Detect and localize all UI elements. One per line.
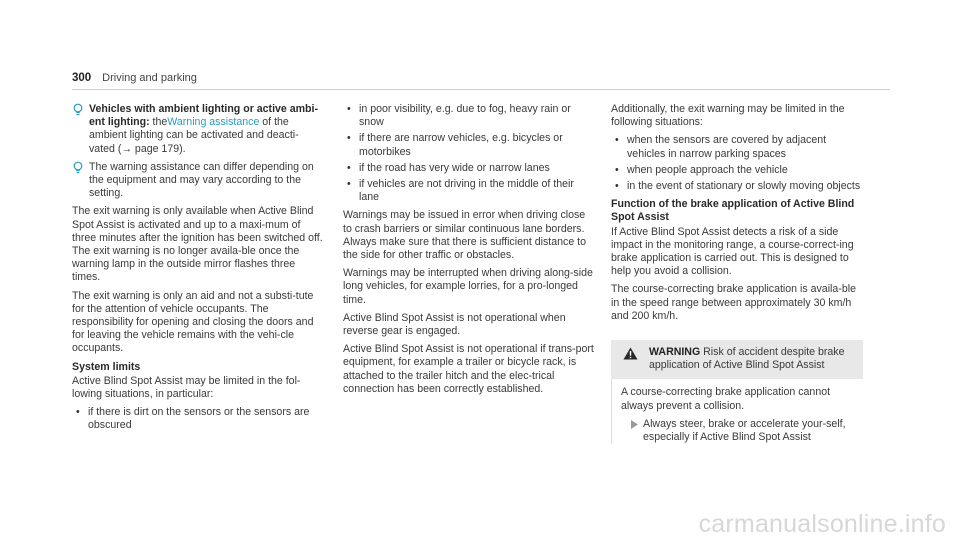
warning-action	[621, 418, 855, 444]
watermark: carmanualsonline.info	[698, 509, 946, 538]
paragraph: Additionally, the exit warning may be limited in the following situations:	[611, 103, 845, 129]
section-heading-system-limits: System limits	[72, 360, 141, 373]
section-heading-brake-application: Function of the brake application of Active Blind Spot Assist	[611, 198, 855, 224]
info-note-warning-assistance	[72, 161, 324, 201]
list-item: • in the event of stationary or slowly moving objects	[611, 180, 863, 193]
page-number: 300	[72, 72, 92, 84]
column-2	[343, 103, 595, 401]
list-item: • if vehicles are not driving in the middle of their lane	[343, 178, 595, 204]
list-item: • if there are narrow vehicles, e.g. bicycles or motorbikes	[343, 132, 595, 158]
warning-label: WARNING	[649, 346, 701, 359]
list-item: • in poor visibility, e.g. due to fog, heavy rain or snow	[343, 103, 595, 129]
paragraph: Active Blind Spot Assist is not operational when reverse gear is engaged.	[343, 311, 566, 338]
paragraph: Active Blind Spot Assist is not operational if trans-port equipment, for example a trailer or bicycle rack, is attached to the trailer hitch and the elec-trical connection has been correctly established.	[343, 343, 594, 395]
bullet-list	[611, 134, 863, 193]
list-item: • if the road has very wide or narrow lanes	[343, 162, 595, 175]
warning-assistance-link[interactable]: Warning assistance	[167, 116, 260, 129]
warning-text: A course-correcting brake application cannot always prevent a collision.	[621, 386, 831, 412]
paragraph: If Active Blind Spot Assist detects a risk of a side impact in the monitoring range, a course-correct-ing brake application is carried out. This is designed to help you avoid a collision.	[611, 225, 854, 278]
note-text: The warning assistance can differ depending on the equipment and may vary according to the setting.	[89, 160, 314, 200]
paragraph: The exit warning is only an aid and not a substi-tute for the attention of vehicle occupants. The responsibility for opening and closing the doors and for leaving the vehicle remains with the vehi-cle occupants.	[72, 289, 314, 355]
warning-header	[611, 340, 863, 379]
list-item: • when the sensors are covered by adjacent vehicles in narrow parking spaces	[611, 134, 863, 160]
bullet-list	[343, 103, 595, 204]
note-bold-lead: Vehicles with ambient lighting or active ambi-ent lighting:	[89, 103, 318, 129]
header-divider	[72, 89, 890, 90]
page-header	[72, 72, 197, 85]
info-note-ambient-lighting	[72, 103, 324, 156]
section-title: Driving and parking	[102, 72, 197, 84]
bullet-list	[72, 406, 324, 432]
column-1	[72, 103, 324, 438]
info-bulb-icon	[72, 161, 84, 174]
paragraph: Warnings may be interrupted when driving along-side long vehicles, for example lorries, for a pro-longed time.	[343, 267, 593, 306]
list-item: • if there is dirt on the sensors or the sensors are obscured	[72, 406, 324, 432]
warning-box	[611, 340, 863, 444]
paragraph: The exit warning is only available when Active Blind Spot Assist is activated and up to a maxi-mum of three minutes after the ignition has been switched off. The exit warning is no longer availa-ble once the warning lamp in the outside mirror flashes three times.	[72, 205, 323, 284]
column-3	[611, 103, 863, 444]
play-arrow-icon	[631, 420, 638, 429]
paragraph: The course-correcting brake application is availa-ble in the speed range between approximately 30 km/h and 200 km/h.	[611, 283, 856, 322]
note-text-post: of the ambient lighting can be activated and deacti-vated (→ page 179).	[89, 116, 299, 155]
info-bulb-icon	[72, 103, 84, 116]
paragraph: Active Blind Spot Assist may be limited in the fol-lowing situations, in particular:	[72, 374, 301, 401]
warning-title: Risk of accident despite brake application of Active Blind Spot Assist	[649, 346, 845, 372]
warning-body	[611, 379, 863, 444]
warning-action-text: Always steer, brake or accelerate your-self, especially if Active Blind Spot Assist	[643, 417, 846, 444]
paragraph: Warnings may be issued in error when driving close to crash barriers or similar continuous lane borders. Always make sure that there is sufficient distance to the side for other traffic or obstacles.	[343, 209, 586, 262]
warning-triangle-icon	[623, 347, 638, 360]
list-item: • when people approach the vehicle	[611, 164, 863, 177]
note-text-pre: the	[149, 116, 168, 129]
